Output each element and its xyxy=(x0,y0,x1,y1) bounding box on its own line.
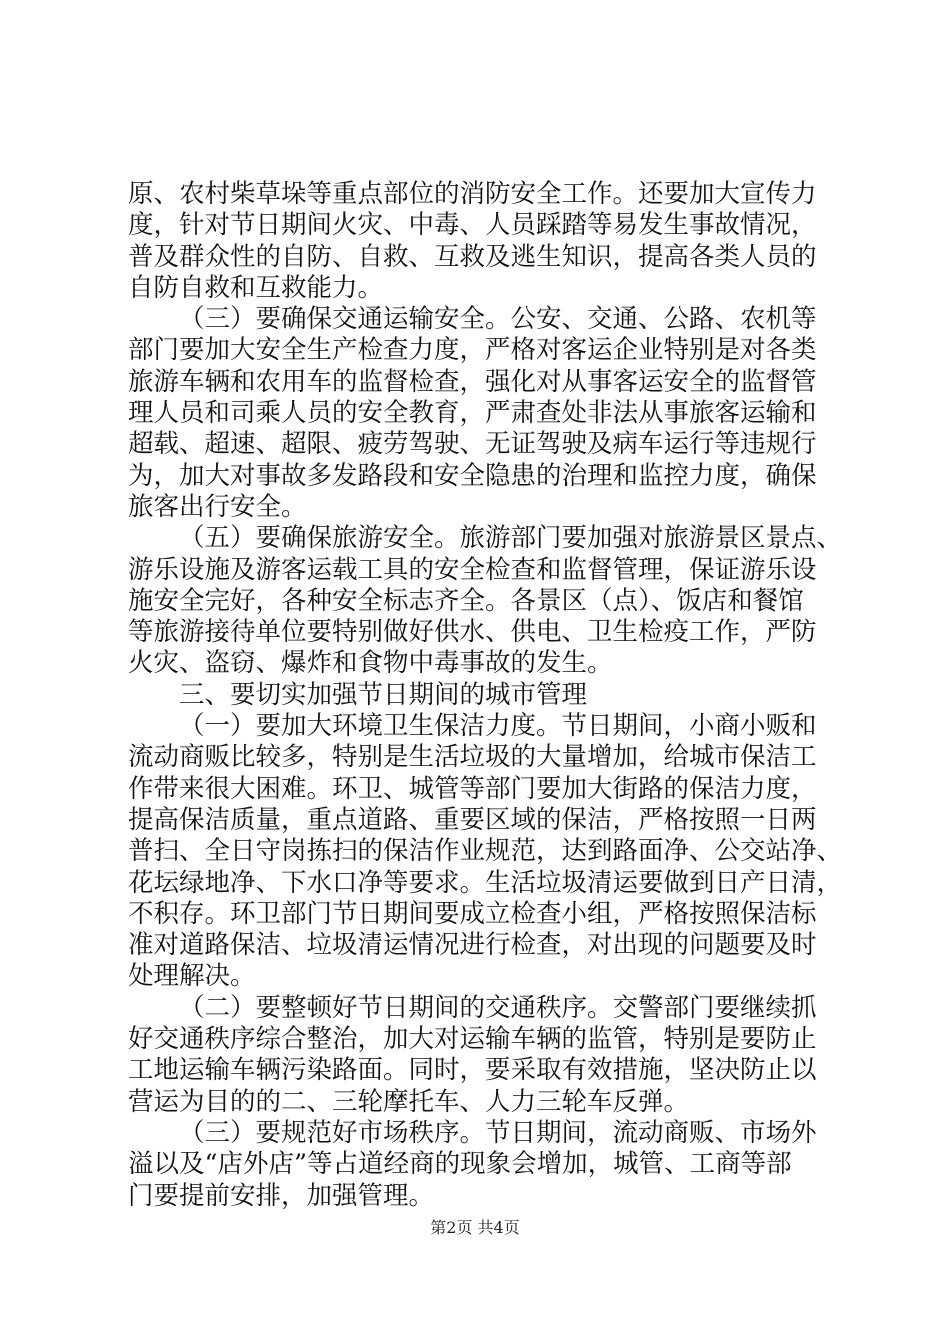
text-line: 普及群众性的自防、自救、互救及逃生知识，提高各类人员的 xyxy=(128,241,817,272)
text-line: 游乐设施及游客运载工具的安全检查和监督管理，保证游乐设 xyxy=(128,554,817,585)
text-line: 火灾、盗窃、爆炸和食物中毒事故的发生。 xyxy=(128,648,613,679)
text-line: 好交通秩序综合整治，加大对运输车辆的监管，特别是要防止 xyxy=(128,1024,817,1055)
text-line: 旅客出行安全。 xyxy=(128,491,307,522)
text-line: 处理解决。 xyxy=(128,961,256,992)
text-line: （一）要加大环境卫生保洁力度。节日期间，小商小贩和 xyxy=(179,711,817,742)
text-line: 等旅游接待单位要特别做好供水、供电、卫生检疫工作，严防 xyxy=(128,617,817,648)
text-line: 为，加大对事故多发路段和安全隐患的治理和监控力度，确保 xyxy=(128,460,817,491)
text-line: 工地运输车辆污染路面。同时，要采取有效措施，坚决防止以 xyxy=(128,1055,817,1086)
text-line: 自防自救和互救能力。 xyxy=(128,272,384,303)
text-line: 不积存。环卫部门节日期间要成立检查小组，严格按照保洁标 xyxy=(128,898,817,929)
text-line: 门要提前安排，加强管理。 xyxy=(128,1180,435,1211)
text-line: （二）要整顿好节日期间的交通秩序。交警部门要继续抓 xyxy=(179,992,817,1023)
text-line: 流动商贩比较多，特别是生活垃圾的大量增加，给城市保洁工 xyxy=(128,742,817,773)
text-line: 旅游车辆和农用车的监督检查，强化对从事客运安全的监督管 xyxy=(128,366,817,397)
text-line: 部门要加大安全生产检查力度，严格对客运企业特别是对各类 xyxy=(128,335,817,366)
text-line: 作带来很大困难。环卫、城管等部门要加大街路的保洁力度， xyxy=(128,773,817,804)
text-line: 度，针对节日期间火灾、中毒、人员踩踏等易发生事故情况， xyxy=(128,210,817,241)
page-footer: 第2页 共4页 xyxy=(430,1218,520,1237)
text-line: （三）要确保交通运输安全。公安、交通、公路、农机等 xyxy=(179,304,817,335)
text-line: 施安全完好，各种安全标志齐全。各景区（点）、饭店和餐馆 xyxy=(128,585,804,616)
document-body xyxy=(128,179,843,1212)
text-line: （三）要规范好市场秩序。节日期间，流动商贩、市场外 xyxy=(179,1117,817,1148)
text-line: 普扫、全日守岗拣扫的保洁作业规范，达到路面净、公交站净、 xyxy=(128,836,843,867)
text-line: 准对道路保洁、垃圾清运情况进行检查，对出现的问题要及时 xyxy=(128,930,817,961)
text-line: 营运为目的的二、三轮摩托车、人力三轮车反弹。 xyxy=(128,1086,690,1117)
text-line: 溢以及“店外店”等占道经商的现象会增加，城管、工商等部 xyxy=(128,1149,792,1180)
text-line: 三、要切实加强节日期间的城市管理 xyxy=(179,679,588,710)
text-line: 提高保洁质量，重点道路、重要区域的保洁，严格按照一日两 xyxy=(128,804,817,835)
text-line: 花坛绿地净、下水口净等要求。生活垃圾清运要做到日产日清， xyxy=(128,867,843,898)
text-line: 理人员和司乘人员的安全教育，严肃查处非法从事旅客运输和 xyxy=(128,398,817,429)
text-line: 原、农村柴草垛等重点部位的消防安全工作。还要加大宣传力 xyxy=(128,179,817,209)
text-line: （五）要确保旅游安全。旅游部门要加强对旅游景区景点、 xyxy=(179,523,843,554)
text-line: 超载、超速、超限、疲劳驾驶、无证驾驶及病车运行等违规行 xyxy=(128,429,817,460)
